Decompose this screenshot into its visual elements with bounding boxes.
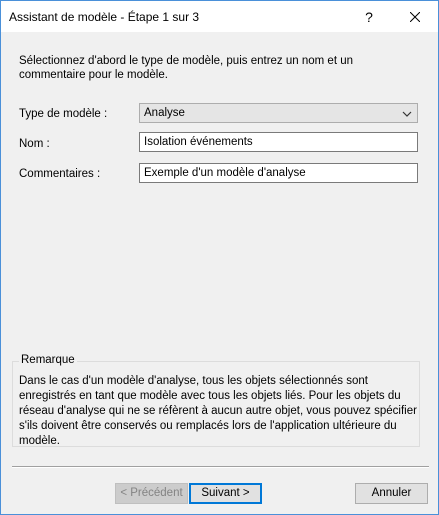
previous-button[interactable]: < Précédent (115, 483, 188, 504)
dialog-body (1, 32, 438, 514)
cancel-button[interactable]: Annuler (355, 483, 428, 504)
separator (12, 466, 429, 468)
close-button[interactable] (392, 1, 438, 32)
remark-title: Remarque (21, 354, 75, 366)
next-button[interactable]: Suivant > (189, 483, 262, 504)
model-type-value: Analyse (144, 107, 185, 119)
chevron-down-icon (400, 107, 414, 121)
model-type-select[interactable] (139, 103, 418, 123)
comment-label: Commentaires : (19, 168, 101, 180)
intro-text: Sélectionnez d'abord le type de modèle, puis entrez un nom et un commentaire pour le modèle. (19, 55, 353, 81)
name-label: Nom : (19, 138, 50, 150)
help-icon: ? (365, 8, 373, 25)
model-type-label: Type de modèle : (19, 108, 108, 120)
remark-text: Dans le cas d'un modèle d'analyse, tous les objets sélectionnés sont enregistrés en tant que modèle avec tous les objets liés. Pour les objets du réseau d'analyse qui ne se réfèrent à aucun autre objet, vous pouvez spécifier s'ils doivent être conservés ou remplacés lors de l'application ultérieure du modèle. (19, 375, 417, 447)
comment-field[interactable]: Exemple d'un modèle d'analyse (139, 163, 418, 183)
title-bar (1, 1, 438, 32)
help-button[interactable] (346, 1, 392, 32)
window-title: Assistant de modèle - Étape 1 sur 3 (9, 10, 200, 24)
name-field[interactable]: Isolation événements (139, 132, 418, 152)
close-icon (410, 12, 420, 22)
